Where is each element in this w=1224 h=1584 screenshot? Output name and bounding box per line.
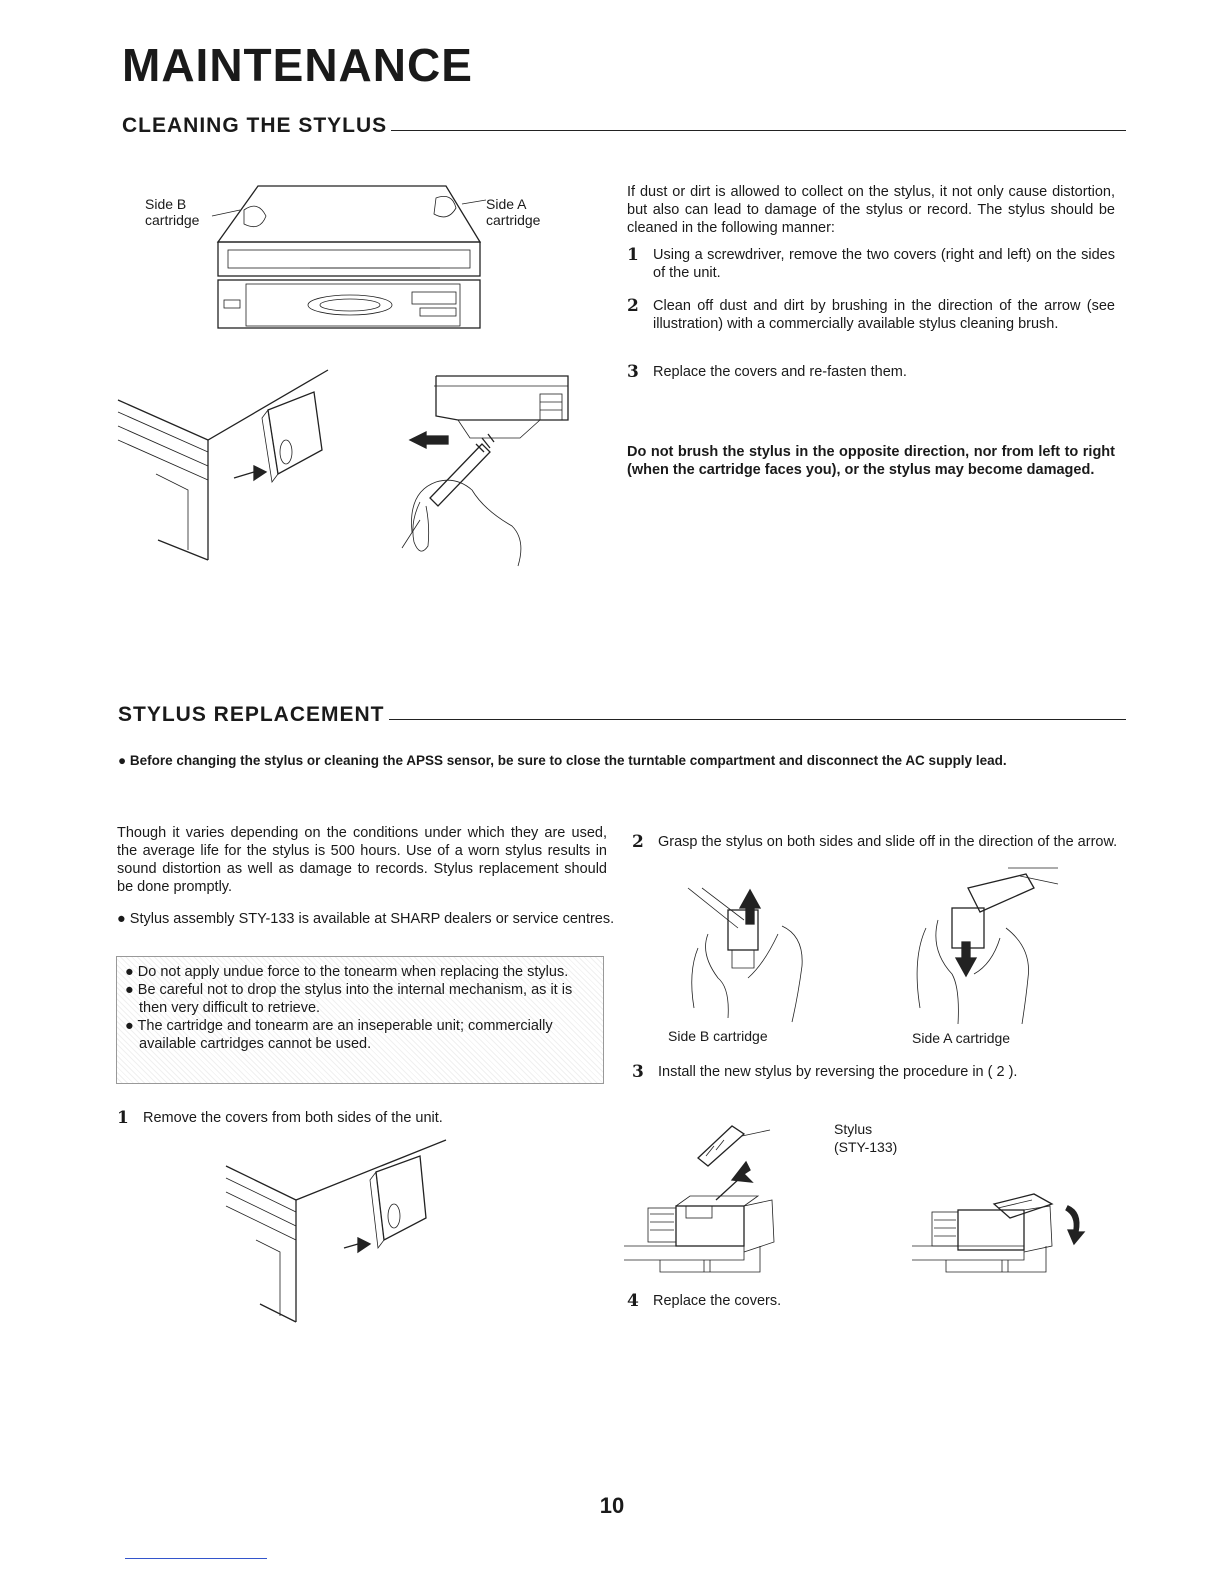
label-side-b: Side B cartridge [145, 196, 200, 228]
replacement-notice [118, 752, 1134, 770]
replacement-step-3-number: 3 [632, 1062, 644, 1082]
replacement-step-1 [117, 1109, 607, 1127]
caution-item-2-text: Be careful not to drop the stylus into the internal mechanism, as it is then very difficult to retrieve. [137, 982, 573, 1016]
replacement-availability [117, 910, 619, 928]
cleaning-heading-rule [391, 130, 1126, 131]
replacement-step-2-text: Grasp the stylus on both sides and slide off in the direction of the arrow. [658, 834, 1118, 850]
replacement-heading-rule [389, 719, 1126, 720]
cleaning-step-1-text: Using a screwdriver, remove the two covers (right and left) on the sides of the unit. [653, 247, 1115, 281]
cleaning-step-3-text: Replace the covers and re-fasten them. [653, 364, 907, 380]
caption-side-a: Side A cartridge [912, 1030, 1011, 1046]
stylus-model-label: (STY-133) [834, 1139, 898, 1155]
caution-item-2: ● Be careful not to drop the stylus into the internal mechanism, as it is then very difficult to retrieve. [125, 982, 573, 1016]
replacement-step-2-number: 2 [632, 832, 644, 852]
replacement-step-4-number: 4 [627, 1291, 639, 1311]
side-b-grasp-illustration [678, 888, 838, 1023]
cleaning-intro: If dust or dirt is allowed to collect on the stylus, it not only cause distortion, but also can lead to damage of the stylus or record. The stylus should be cleaned in the following manner: [627, 184, 1115, 236]
side-a-grasp-illustration [908, 868, 1068, 1028]
caution-box [116, 956, 604, 1084]
cleaning-warning: Do not brush the stylus in the opposite direction, nor from left to right (when the cartridge faces you), or the stylus may become damaged. [627, 444, 1115, 478]
notice-bullet: ● [118, 753, 130, 768]
footer-line [125, 1558, 267, 1559]
availability-bullet: ● [117, 911, 130, 927]
install-stylus-illustration [620, 1122, 790, 1292]
caution-item-3: ● The cartridge and tonearm are an inseperable unit; commercially available cartridges cannot be used. [125, 1018, 553, 1052]
cleaning-step-2-number: 2 [627, 296, 639, 316]
caution-item-1: ● Do not apply undue force to the tonearm when replacing the stylus. [125, 964, 569, 980]
cleaning-heading [122, 114, 1126, 138]
replacement-notice-text: Before changing the stylus or cleaning the APSS sensor, be sure to close the turntable compartment and disconnect the AC supply lead. [129, 753, 1007, 768]
replacement-step-3 [632, 1063, 1122, 1081]
caution-item-3-text: The cartridge and tonearm are an inseperable unit; commercially available cartridges cannot be used. [137, 1018, 553, 1052]
label-side-a: Side A cartridge [486, 196, 541, 228]
page-title: MAINTENANCE [122, 39, 473, 91]
caution-item-1-text: Do not apply undue force to the tonearm when replacing the stylus. [137, 964, 569, 980]
replacement-step-1-number: 1 [117, 1108, 129, 1128]
replacement-step-3-text: Install the new stylus by reversing the procedure in ( 2 ). [658, 1064, 1018, 1080]
replacement-step-1-text: Remove the covers from both sides of the unit. [143, 1110, 443, 1126]
caption-side-b: Side B cartridge [668, 1028, 768, 1044]
cover-removal-illustration-replacement [226, 1140, 446, 1330]
stylus-seated-illustration [906, 1190, 1086, 1290]
turntable-unit-illustration [200, 180, 490, 330]
stylus-label: Stylus [834, 1121, 873, 1137]
replacement-heading [118, 703, 1126, 727]
replacement-heading-text: STYLUS REPLACEMENT [118, 703, 385, 726]
replacement-step-4-text: Replace the covers. [653, 1293, 782, 1309]
brush-cleaning-illustration [390, 372, 580, 572]
cleaning-heading-text: CLEANING THE STYLUS [122, 114, 388, 137]
cleaning-step-2-text: Clean off dust and dirt by brushing in the direction of the arrow (see illustration) with a commercially available stylus cleaning brush. [653, 298, 1115, 332]
cleaning-step-2 [627, 297, 1115, 333]
cover-removal-illustration-cleaning [118, 370, 328, 570]
replacement-availability-text: Stylus assembly STY-133 is available at SHARP dealers or service centres. [129, 911, 615, 927]
cleaning-step-3-number: 3 [627, 362, 639, 382]
cleaning-step-3 [627, 363, 1115, 381]
replacement-step-4 [627, 1292, 1117, 1310]
replacement-step-2 [632, 833, 1122, 851]
cleaning-step-1-number: 1 [627, 245, 639, 265]
replacement-intro: Though it varies depending on the conditions under which they are used, the average life for the stylus is 500 hours. Use of a worn stylus results in sound distortion as well as damage to records. Stylus replacement should be done promptly. [117, 825, 607, 895]
cleaning-step-1 [627, 246, 1115, 282]
page-number: 10 [599, 1493, 625, 1518]
